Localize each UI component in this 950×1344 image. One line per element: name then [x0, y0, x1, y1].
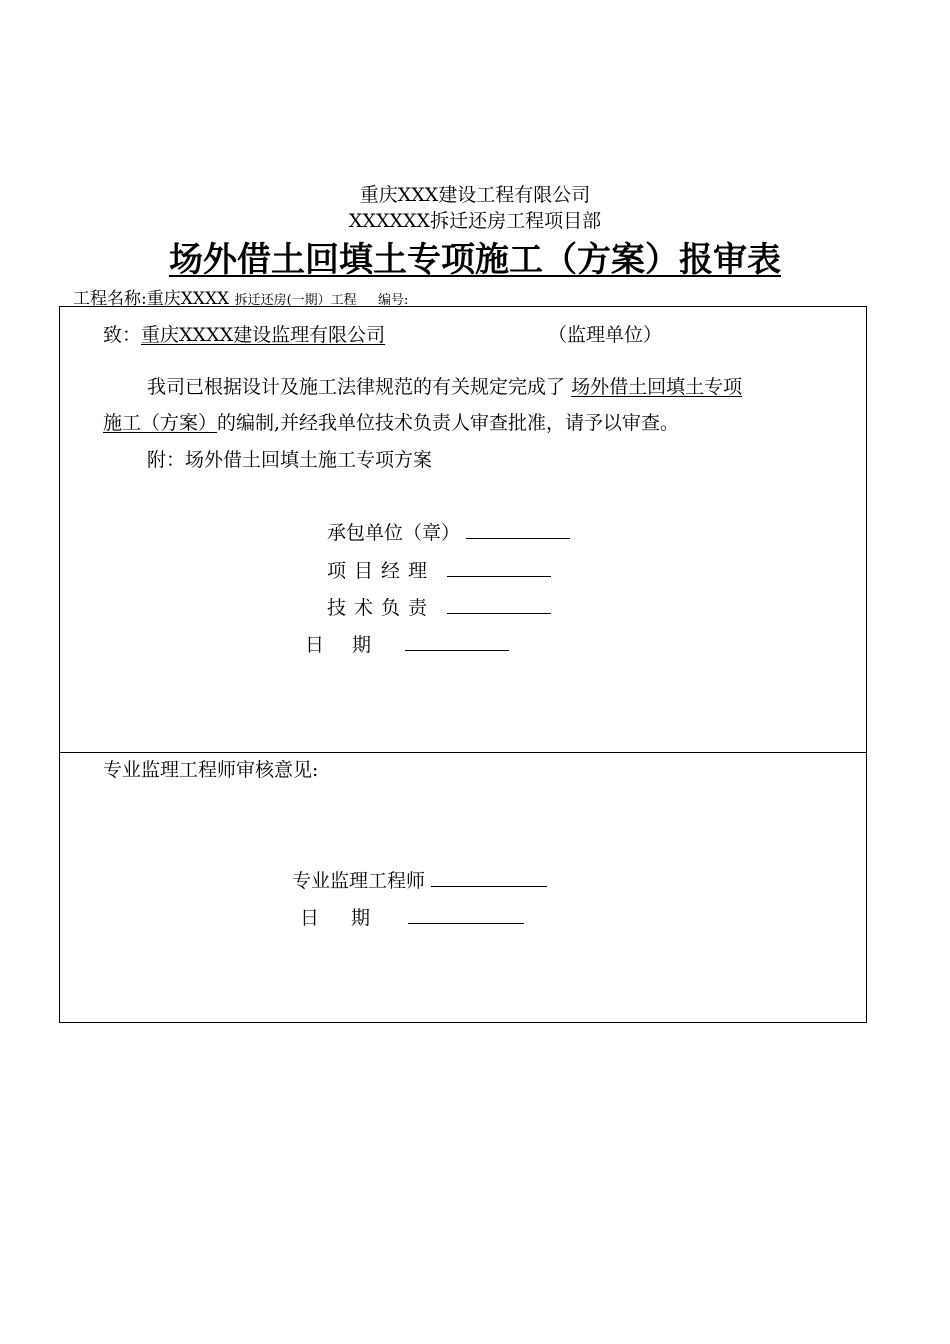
sign-manager [327, 556, 551, 583]
sign-tech-blank[interactable] [447, 612, 551, 614]
to-label: 致： [103, 324, 142, 346]
body-text-1: 我司已根据设计及施工法律规范的有关规定完成了 [147, 376, 566, 398]
plan-name-part-1: 场外借土回填土专项 [571, 376, 743, 398]
sign-engineer [292, 866, 547, 893]
company-name: 重庆XXX建设工程有限公司 [359, 184, 591, 206]
sign-tech [327, 593, 551, 620]
sign-contractor-blank[interactable] [466, 537, 570, 539]
sign-date-1-blank[interactable] [405, 649, 509, 651]
department-name: XXXXXX拆迁还房工程项目部 [348, 210, 602, 232]
sign-date-1 [305, 630, 509, 657]
sign-manager-label: 项目经理 [327, 560, 436, 582]
plan-name-part-2: 施工（方案） [103, 412, 218, 434]
sign-engineer-label: 专业监理工程师 [292, 870, 426, 892]
sign-engineer-blank[interactable] [431, 885, 547, 887]
sign-tech-label: 技术负责 [327, 597, 436, 619]
project-name: 重庆XXXX [146, 289, 230, 309]
recipient-line [103, 320, 385, 347]
supervisor-unit-type: （监理单位） [548, 324, 663, 346]
attachment-line: 附：场外借土回填土施工专项方案 [147, 449, 433, 471]
section-divider [59, 752, 867, 753]
sign-manager-blank[interactable] [447, 575, 551, 577]
body-line-1 [147, 372, 742, 399]
project-name-detail: 拆迁还房(一期）工程 [234, 293, 357, 308]
sign-date-1-label: 日期 [305, 634, 400, 656]
form-title: 场外借土回填土专项施工（方案）报审表 [169, 240, 781, 280]
opinion-label: 专业监理工程师审核意见: [103, 759, 319, 781]
sign-contractor-label: 承包单位（章） [327, 522, 461, 544]
body-text-2: 的编制,并经我单位技术负责人审查批准，请予以审查。 [217, 412, 680, 434]
sign-date-2-blank[interactable] [408, 922, 524, 924]
supervisor-unit: 重庆XXXX建设监理有限公司 [141, 324, 386, 346]
project-label: 工程名称: [73, 289, 147, 309]
sign-date-2-label: 日期 [300, 907, 403, 929]
number-label: 编号: [378, 293, 409, 308]
sign-contractor [327, 518, 570, 545]
sign-date-2 [300, 903, 524, 930]
body-line-2 [103, 408, 679, 435]
